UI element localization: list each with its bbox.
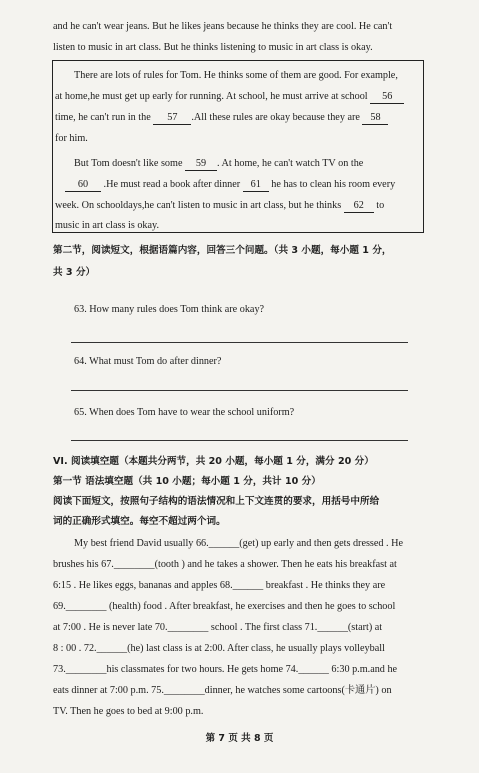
box-p1-line3-text-a: time, he can't run in the — [55, 112, 151, 123]
box-p2-line1-text-b: . At home, he can't watch TV on the — [217, 158, 364, 169]
instructions-line1: 阅读下面短文，按照句子结构的语法情况和上下文连贯的要求，用括号中所给 — [53, 496, 380, 507]
cloze-line-6: 8 : 00 . 72.______(he) last class is at 2:00. After class, he usually plays volleyball — [53, 643, 385, 654]
section2-title-line2: 共 3 分） — [53, 267, 96, 278]
question-65: 65. When does Tom have to wear the school uniform? — [74, 407, 295, 418]
blank-60[interactable]: 60 — [65, 178, 101, 192]
cloze-line-1: My best friend David usually 66.______(get) up early and then gets dressed . He — [74, 538, 404, 549]
cloze-line-9: TV. Then he goes to bed at 9:00 p.m. — [53, 706, 204, 717]
blank-56[interactable]: 56 — [370, 90, 404, 104]
section6-subtitle: 第一节 语法填空题（共 10 小题；每小题 1 分，共计 10 分） — [53, 476, 321, 487]
cloze-line-3: 6:15 . He likes eggs, bananas and apples 68.______ breakfast . He thinks they are — [53, 580, 386, 591]
blank-59[interactable]: 59 — [185, 157, 217, 171]
blank-62[interactable]: 62 — [344, 199, 374, 213]
box-p2-line1-text-a: But Tom doesn't like some — [74, 158, 183, 169]
cloze-line-2: brushes his 67.________(tooth ) and he takes a shower. Then he eats his breakfast at — [53, 559, 397, 570]
box-p2-line1 — [74, 157, 363, 171]
blank-61[interactable]: 61 — [243, 178, 269, 192]
cloze-line-8: eats dinner at 7:00 p.m. 75.________dinner, he watches some cartoons(卡通片) on — [53, 685, 392, 696]
box-p2-line3-text-b: to — [376, 200, 385, 211]
box-p2-line2-text-b: he has to clean his room every — [271, 179, 396, 190]
box-p1-line3 — [55, 111, 388, 125]
box-p2-line2-text-a: .He must read a book after dinner — [103, 179, 241, 190]
box-p2-line2 — [55, 178, 395, 192]
box-p1-line3-text-b: .All these rules are okay because they are — [191, 112, 360, 123]
answer-line-64[interactable] — [71, 390, 408, 391]
cloze-line-7: 73.________his classmates for two hours. He gets home 74.______ 6:30 p.m.and he — [53, 664, 398, 675]
cloze-line-4: 69.________ (health) food . After breakfast, he exercises and then he goes to school — [53, 601, 396, 612]
cloze-line-5: at 7:00 . He is never late 70.________ school . The first class 71.______(start) at — [53, 622, 383, 633]
box-p2-line3 — [55, 199, 384, 213]
box-p2-line3-text-a: week. On schooldays,he can't listen to music in art class, but he thinks — [55, 200, 342, 211]
box-p2-line4: music in art class is okay. — [55, 220, 160, 231]
answer-line-65[interactable] — [71, 440, 408, 441]
blank-57[interactable]: 57 — [153, 111, 191, 125]
box-p1-line2 — [55, 90, 404, 104]
top-text-line-2: listen to music in art class. But he thinks listening to music in art class is okay. — [53, 42, 373, 53]
question-63: 63. How many rules does Tom think are okay? — [74, 304, 265, 315]
question-64: 64. What must Tom do after dinner? — [74, 356, 222, 367]
box-p1-line4: for him. — [55, 133, 88, 144]
answer-line-63[interactable] — [71, 342, 408, 343]
section6-title: VI. 阅读填空题（本题共分两节，共 20 小题，每小题 1 分，满分 20 分） — [53, 456, 374, 467]
box-p1-line1: There are lots of rules for Tom. He thinks some of them are good. For example, — [74, 70, 398, 81]
instructions-line2: 词的正确形式填空。每空不超过两个词。 — [53, 516, 226, 527]
blank-58[interactable]: 58 — [362, 111, 388, 125]
box-p1-line2-text: at home,he must get up early for running. At school, he must arrive at school — [55, 91, 368, 102]
page-number: 第 7 页 共 8 页 — [205, 733, 274, 744]
top-text-line-1: and he can't wear jeans. But he likes jeans because he thinks they are cool. He can't — [53, 21, 393, 32]
section2-title-line1: 第二节，阅读短文，根据语篇内容，回答三个问题。（共 3 小题，每小题 1 分， — [53, 245, 392, 256]
